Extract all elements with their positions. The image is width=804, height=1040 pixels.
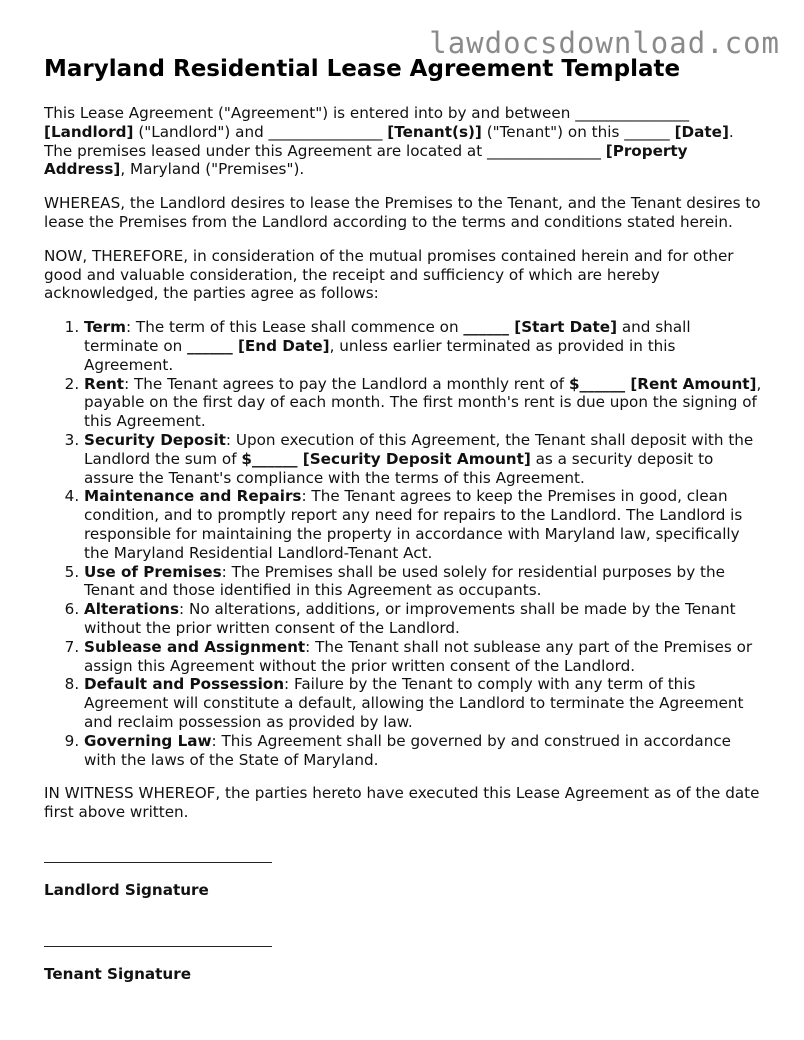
landlord-signature-label: Landlord Signature [44, 880, 209, 899]
list-item-use-of-premises: 5. Use of Premises: The Premises shall be used solely for residential purposes by the Tenant and those identified in this Agreement as occupants. [84, 563, 766, 601]
list-item-term: 1. Term: The term of this Lease shall commence on ______ [Start Date] and shall terminate on ______ [End Date], unless earlier terminated as provided in this Agreement. [84, 318, 766, 374]
list-item-security-deposit: 3. Security Deposit: Upon execution of this Agreement, the Tenant shall deposit with the Landlord the sum of $______ [Security Deposit Amount] as a security deposit to assure the Tenant's compliance with the terms of this Agreement. [84, 431, 766, 487]
whereas-paragraph: WHEREAS, the Landlord desires to lease the Premises to the Tenant, and the Tenant desires to lease the Premises from the Landlord according to the terms and conditions stated herein. [44, 194, 761, 231]
tenant-signature-line [44, 930, 272, 947]
list-item-rent: 2. Rent: The Tenant agrees to pay the Landlord a monthly rent of $______ [Rent Amount], payable on the first day of each month. The first month's rent is due upon the signing of this Agreement. [84, 375, 766, 431]
terms-list [44, 318, 766, 769]
tenant-signature-label: Tenant Signature [44, 964, 192, 983]
witness-paragraph: IN WITNESS WHEREOF, the parties hereto have executed this Lease Agreement as of the date first above written. [44, 784, 760, 822]
landlord-signature-line [44, 846, 272, 863]
list-item-alterations: 6. Alterations: No alterations, additions, or improvements shall be made by the Tenant without the prior written consent of the Landlord. [84, 600, 766, 638]
intro-paragraph: This Lease Agreement ("Agreement") is entered into by and between _______________ [Landlord] ("Landlord") and _______________ [Tenant(s)] ("Tenant") on this ______ [Date]. The premises leased under this Agreement are located at _______________ [Property Address], Maryland ("Premises"). [44, 104, 734, 179]
signature-block [44, 846, 766, 984]
list-item-maintenance: 4. Maintenance and Repairs: The Tenant agrees to keep the Premises in good, clean condition, and to promptly report any need for repairs to the Landlord. The Landlord is responsible for maintaining the property in accordance with Maryland law, specifically the Maryland Residential Landlord-Tenant Act. [84, 487, 766, 562]
list-item-sublease: 7. Sublease and Assignment: The Tenant shall not sublease any part of the Premises or assign this Agreement without the prior written consent of the Landlord. [84, 638, 766, 676]
page-title: Maryland Residential Lease Agreement Template [44, 56, 681, 82]
document-body [44, 104, 766, 1013]
now-therefore-paragraph: NOW, THEREFORE, in consideration of the mutual promises contained herein and for other good and valuable consideration, the receipt and sufficiency of which are hereby acknowledged, the parties agree as follows: [44, 246, 734, 303]
list-item-governing-law: 9. Governing Law: This Agreement shall be governed by and construed in accordance with the laws of the State of Maryland. [84, 732, 766, 770]
list-item-default: 8. Default and Possession: Failure by the Tenant to comply with any term of this Agreement will constitute a default, allowing the Landlord to terminate the Agreement and reclaim possession as provided by law. [84, 675, 766, 731]
watermark: lawdocsdownload.com [429, 26, 780, 60]
